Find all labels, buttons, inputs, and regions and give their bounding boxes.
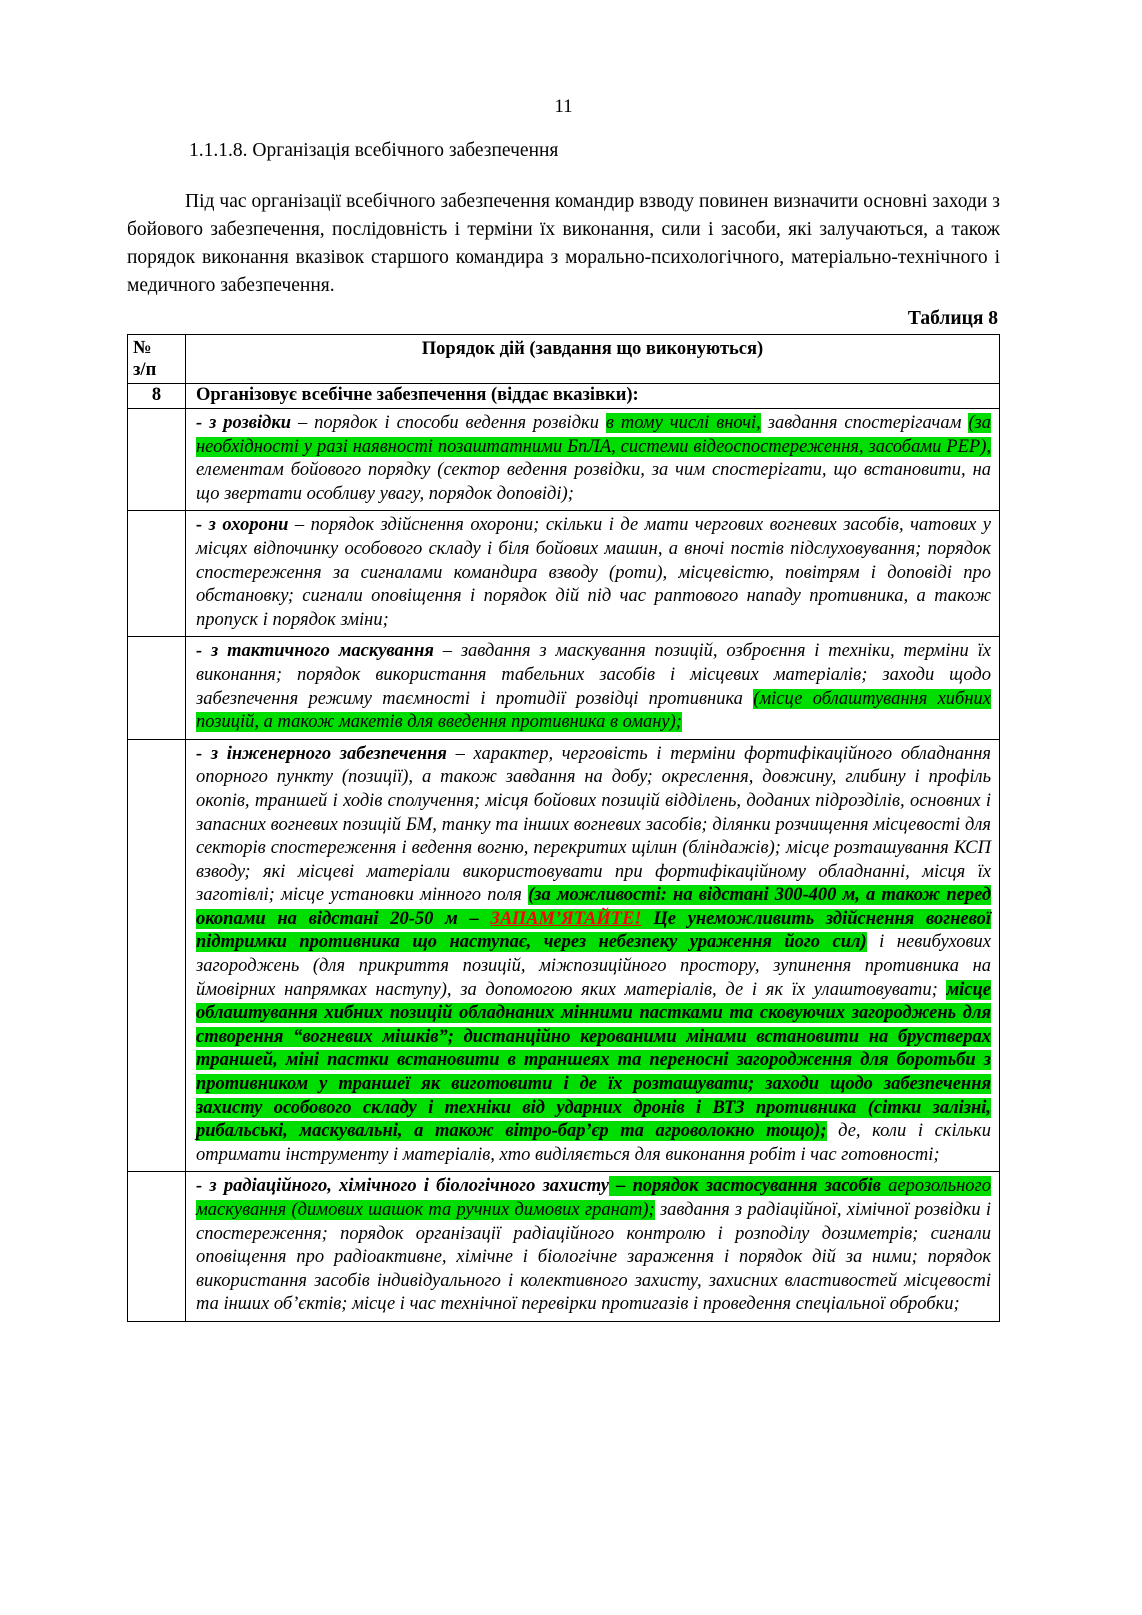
text-segment: - з інженерного забезпечення [196,743,447,764]
text-segment: завдання з радіаційної, хімічної розвідки і спостереження; порядок організації радіаційного контролю і розподілу дозиметрів; сигнали оповіщення про радіоактивне, хімічне і біологічне зараження і порядок дій за ними; порядок використання засобів індивідуального і колективного захисту, захисних властивостей місцевості та інших об’єктів; місце і час технічної перевірки протигазів і проведення спеціальної обробки; [196,1200,991,1315]
highlighted-text: – порядок застосування засобів [608,1176,889,1197]
text-segment: - з тактичного маскування [196,641,434,662]
text-segment: елементам бойового порядку (сектор ведення розвідки, за чим спостерігати, що встановити, на що звертати особливу увагу, порядок доповіді); [196,460,991,504]
highlighted-text: (за необхідності у разі наявності позаштатними БпЛА, системи відеоспостереження, засобами РЕР), [196,413,991,457]
text-segment: – порядок і способи ведення розвідки [291,413,606,433]
text-segment: - з розвідки [196,413,292,433]
row-engineering-text [186,739,1000,1172]
table-main-row [128,384,1000,409]
highlighted-text: в тому числі вночі, [605,413,761,433]
text-segment: і невибухових загороджень (для прикриття позицій, міжпозиційного простору, зупинення противника на ймовірних напрямках наступу), за допомогою яких матеріалів, де і як їх улаштовувати; [196,932,991,1000]
page-number: 11 [554,96,573,117]
table-row-camouflage [128,637,1000,739]
header-col-number-line1: № [133,338,152,358]
main-row-number: 8 [128,384,186,409]
text-segment: завдання спостерігачам [760,413,969,433]
table-row-engineering [128,739,1000,1172]
header-col-number [128,335,186,384]
text-segment: - з охорони [196,515,289,536]
main-row-title: Організовує всебічне забезпечення (віддає вказівки): [186,384,1000,409]
row-number-cell-empty [128,1172,186,1322]
table-row-security [128,511,1000,637]
text-segment: - з радіаційного, хімічного і біологічного захисту [196,1176,609,1197]
text-segment: – завдання з маскування позицій, озброєння і техніки, терміни їх виконання; порядок використання табельних засобів і місцевих матеріалів; заходи щодо забезпечення режиму таємності і протидії розвідці противника [196,641,992,709]
row-cbrn-text [186,1172,1000,1322]
text-segment: – характер, черговість і терміни фортифікаційного обладнання опорного пункту (позиції), а також завдання на добу; окреслення, довжину, глибину і профіль окопів, траншей і ходів сполучення; місця бойових позицій відділень, доданих підрозділів, основних і запасних вогневих позицій БМ, танку та інших вогневих засобів; ділянки розчищення місцевості для секторів спостереження і ведення вогню, перекритих щілин (бліндажів); місце розташування КСП взводу; які місцеві матеріали використовувати при фортифікаційному обладнанні, місця їх заготівлі; місце установки мінного поля [196,743,992,906]
header-col-actions: Порядок дій (завдання що виконуються) [186,335,1000,384]
table-row-cbrn [128,1172,1000,1322]
table-caption: Таблиця 8 [907,308,998,329]
text-segment: – порядок здійснення охорони; скільки і де мати чергових вогневих засобів, чатових у місцях відпочинку особового складу і біля бойових машин, а вночі постів підслуховування; порядок спостереження за сигналами командира взводу (роти), місцевістю, повітрям і доповіді про обстановку; сигнали оповіщення і порядок дій під час раптового нападу противника, а також пропуск і порядок зміни; [196,515,992,630]
row-number-cell-empty [128,409,186,511]
row-reconnaissance-text [186,409,1000,511]
highlighted-text: аерозольного маскування (димових шашок та ручних димових гранат); [196,1176,991,1220]
highlighted-text: ЗАПАМ’ЯТАЙТЕ! [490,908,642,929]
row-number-cell-empty [128,637,186,739]
highlighted-text: (місце облаштування хибних позицій, а також макетів для введення противника в оману); [196,688,991,733]
row-security-text [186,511,1000,637]
row-number-cell-empty [128,511,186,637]
section-heading: 1.1.1.8. Організація всебічного забезпечення [189,140,559,161]
highlighted-text: (за можливості: на відстані 300-400 м, а також перед окопами на відстані 20-50 м – [196,885,991,929]
intro-paragraph: Під час організації всебічного забезпечення командир взводу повинен визначити основні заходи з бойового забезпечення, послідовність і терміни їх виконання, сили і засоби, які залучаються, а також порядок виконання вказівок старшого командира з морально-психологічного, матеріально-технічного і медичного забезпечення. [127,191,1000,296]
header-col-number-line2: з/п [133,360,157,380]
row-number-cell-empty [128,739,186,1172]
highlighted-text: Це унеможливить здійснення вогневої підтримки противника що наступає, через небезпеку ураження його сил) [196,908,991,953]
highlighted-text: місце облаштування хибних позицій обладнаних мінними пастками та сковуючих загороджень для створення “вогневих мішків”; дистанційно керованими мінами встановити на брустверах траншей, міні пастки встановити в траншеях та переносні загородження для боротьби з противником у траншеї як виготовити і де їх розташувати; заходи щодо забезпечення захисту особового складу і техніки від ударних дронів і ВТЗ противника (сітки залізні, рибальські, маскувальні, а також вітро-бар’єр та агроволокно тощо); [196,979,991,1142]
table-row-reconnaissance [128,409,1000,511]
text-segment: де, коли і скільки отримати інструменту і матеріалів, хто виділяється для виконання робіт і час готовності; [196,1121,991,1165]
table-header-row [128,335,1000,384]
row-camouflage-text [186,637,1000,739]
table-8 [127,334,1000,1322]
